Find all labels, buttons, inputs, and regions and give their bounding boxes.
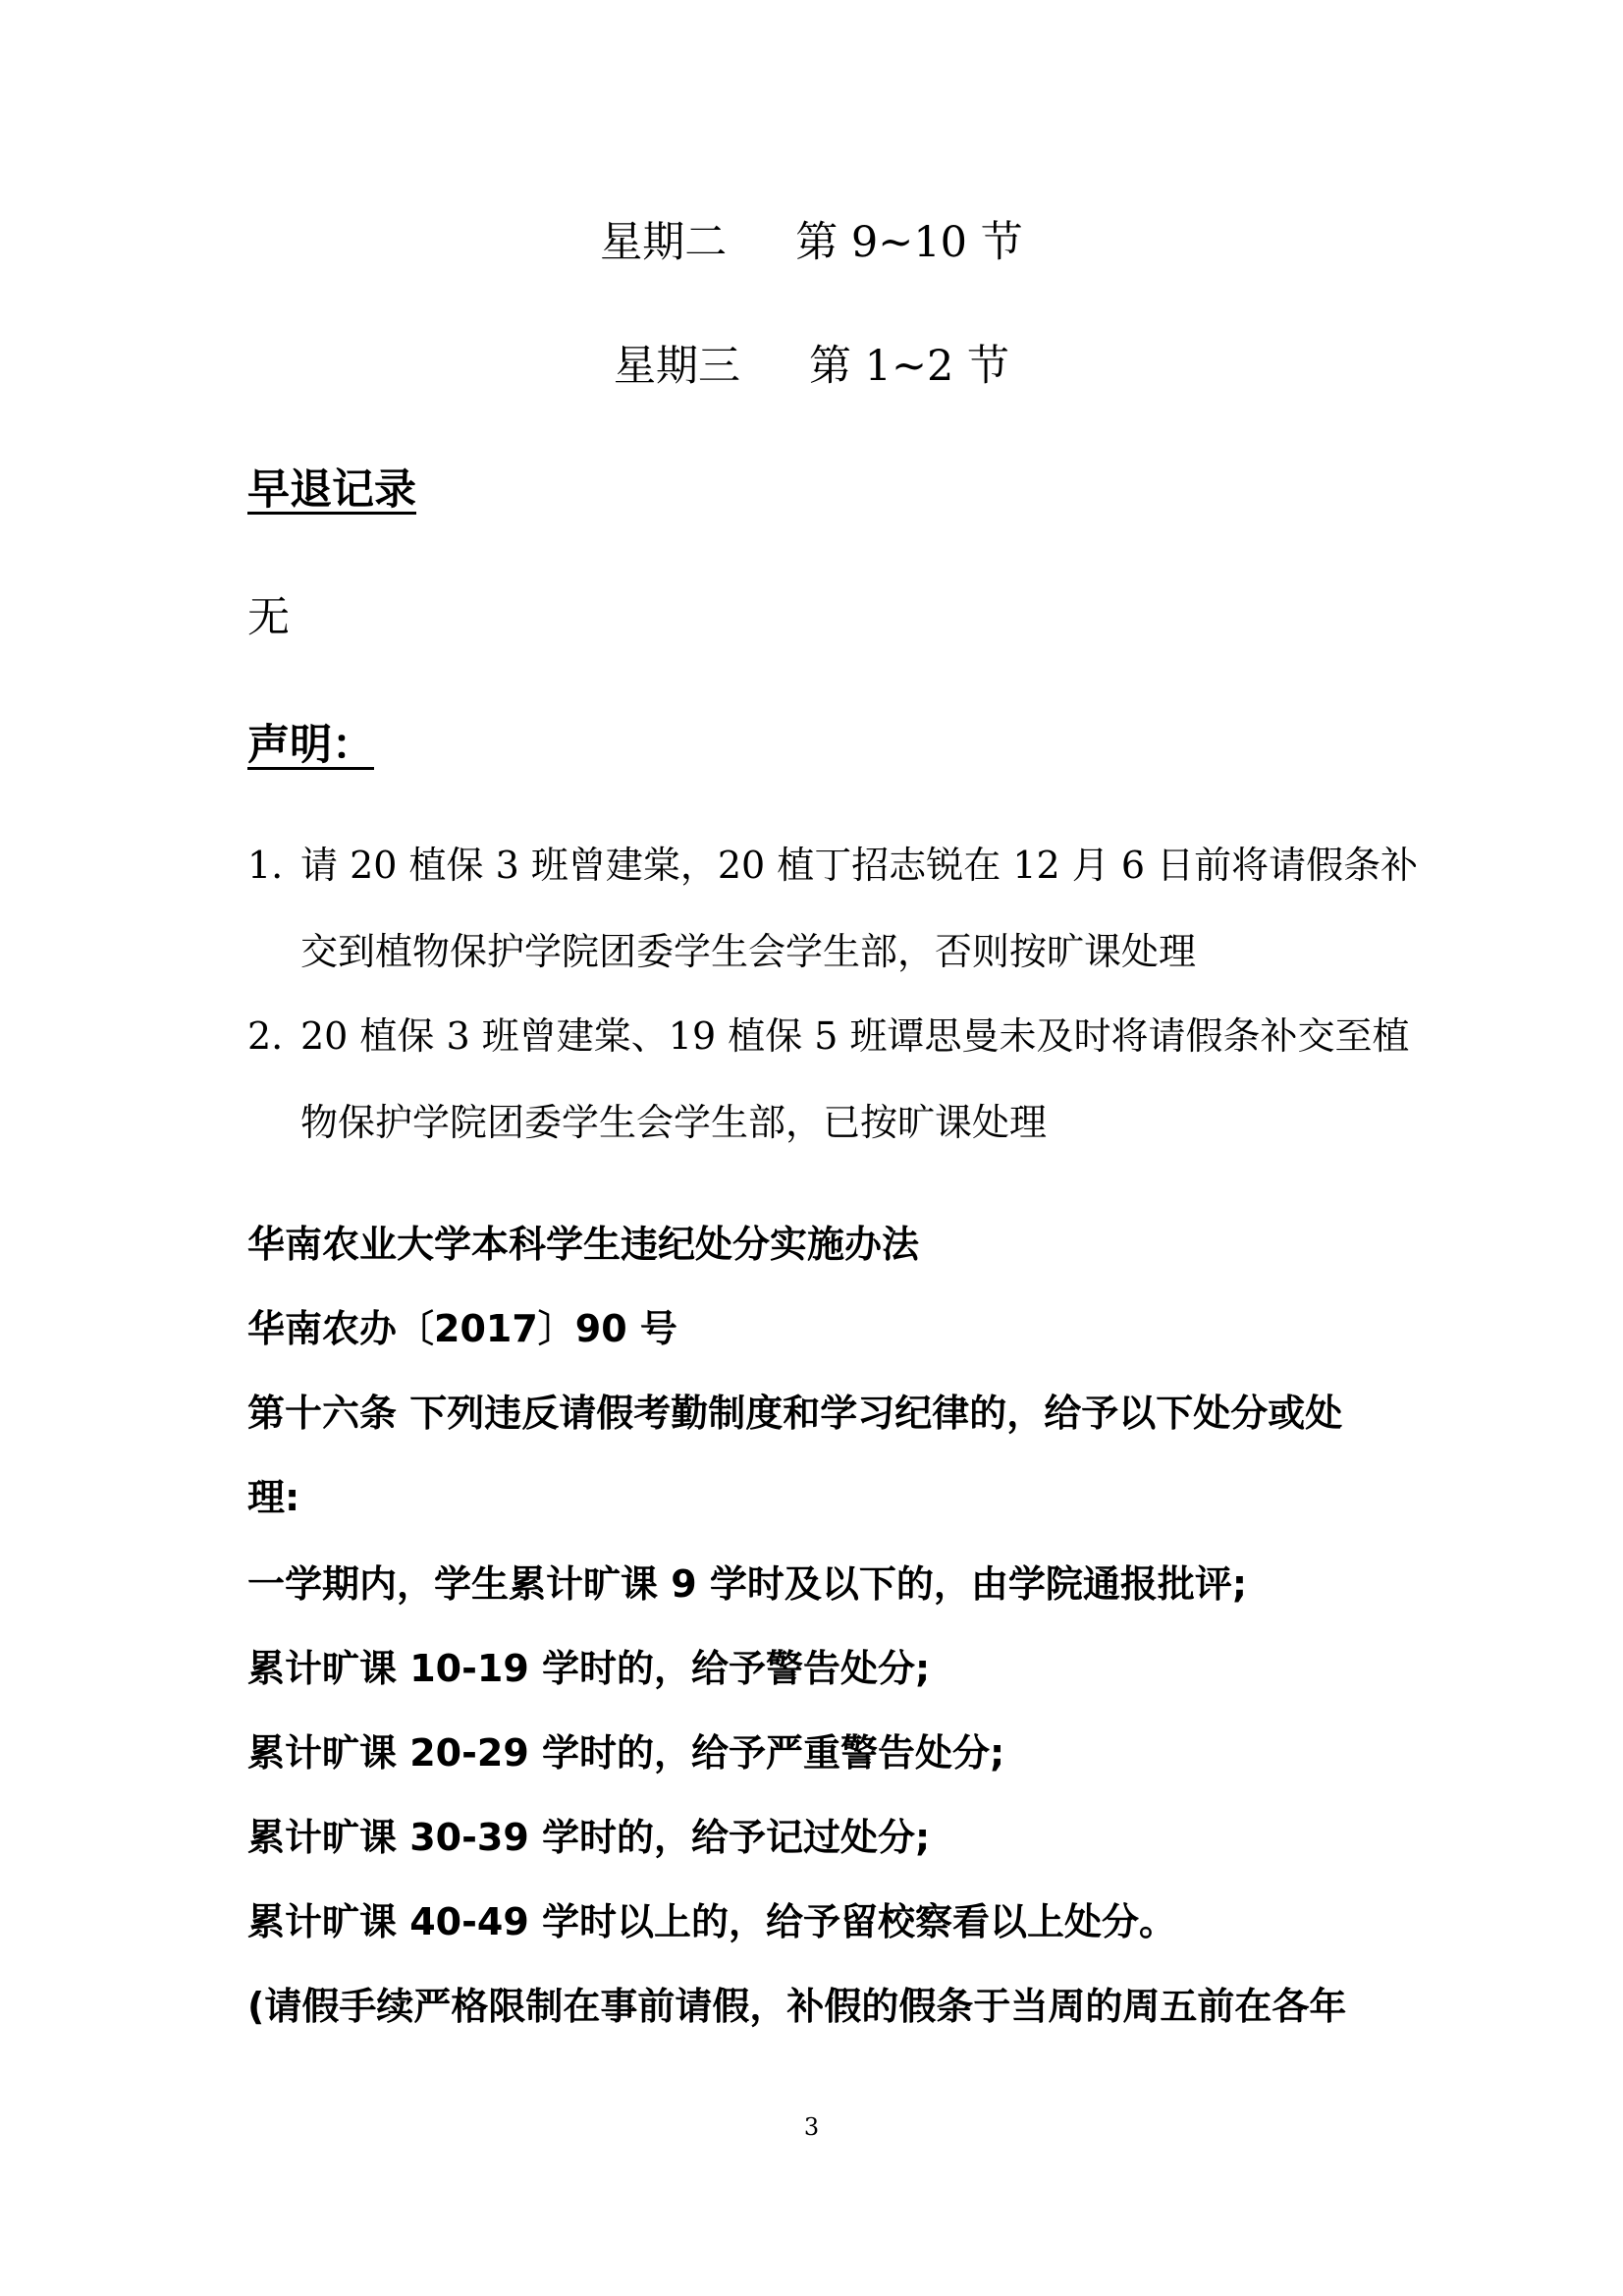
schedule-row-wednesday xyxy=(0,342,1623,391)
regulation-rule: 累计旷课 20-29 学时的，给予严重警告处分; xyxy=(247,1731,1005,1775)
regulation-note: (请假手续严格限制在事前请假，补假的假条于当周的周五前在各年 xyxy=(247,1985,1347,2028)
regulation-article: 第十六条 下列违反请假考勤制度和学习纪律的，给予以下处分或处 xyxy=(247,1392,1343,1435)
statement-item-line: 请 20 植保 3 班曾建棠，20 植丁招志锐在 12 月 6 日前将请假条补 xyxy=(300,844,1419,887)
regulation-title: 华南农业大学本科学生违纪处分实施办法 xyxy=(247,1223,920,1266)
early-leave-content: 无 xyxy=(247,593,290,642)
schedule-day: 星期三 xyxy=(613,342,740,391)
statement-item-line: 20 植保 3 班曾建棠、19 植保 5 班谭思曼未及时将请假条补交至植 xyxy=(300,1014,1410,1058)
statement-item-number: 1. xyxy=(247,844,284,887)
statement-item-line: 交到植物保护学院团委学生会学生部，否则按旷课处理 xyxy=(300,930,1197,973)
statement-item-number: 2. xyxy=(247,1014,284,1058)
early-leave-heading: 早退记录 xyxy=(247,465,416,515)
regulation-rule: 累计旷课 40-49 学时以上的，给予留校察看以上处分。 xyxy=(247,1900,1176,1943)
regulation-doc-number: 华南农办〔2017〕90 号 xyxy=(247,1307,677,1350)
schedule-day: 星期二 xyxy=(600,218,728,267)
regulation-rule: 累计旷课 30-39 学时的，给予记过处分; xyxy=(247,1816,931,1859)
schedule-row-tuesday xyxy=(0,218,1623,267)
statement-item-line: 物保护学院团委学生会学生部，已按旷课处理 xyxy=(300,1101,1048,1144)
schedule-period: 第 9~10 节 xyxy=(795,218,1023,267)
regulation-article-cont: 理: xyxy=(247,1476,300,1519)
page-number: 3 xyxy=(803,2113,820,2141)
schedule-period: 第 1~2 节 xyxy=(808,342,1010,391)
regulation-rule: 一学期内，学生累计旷课 9 学时及以下的，由学院通报批评; xyxy=(247,1562,1248,1606)
statement-heading: 声明： xyxy=(247,721,374,770)
regulation-rule: 累计旷课 10-19 学时的，给予警告处分; xyxy=(247,1647,931,1690)
